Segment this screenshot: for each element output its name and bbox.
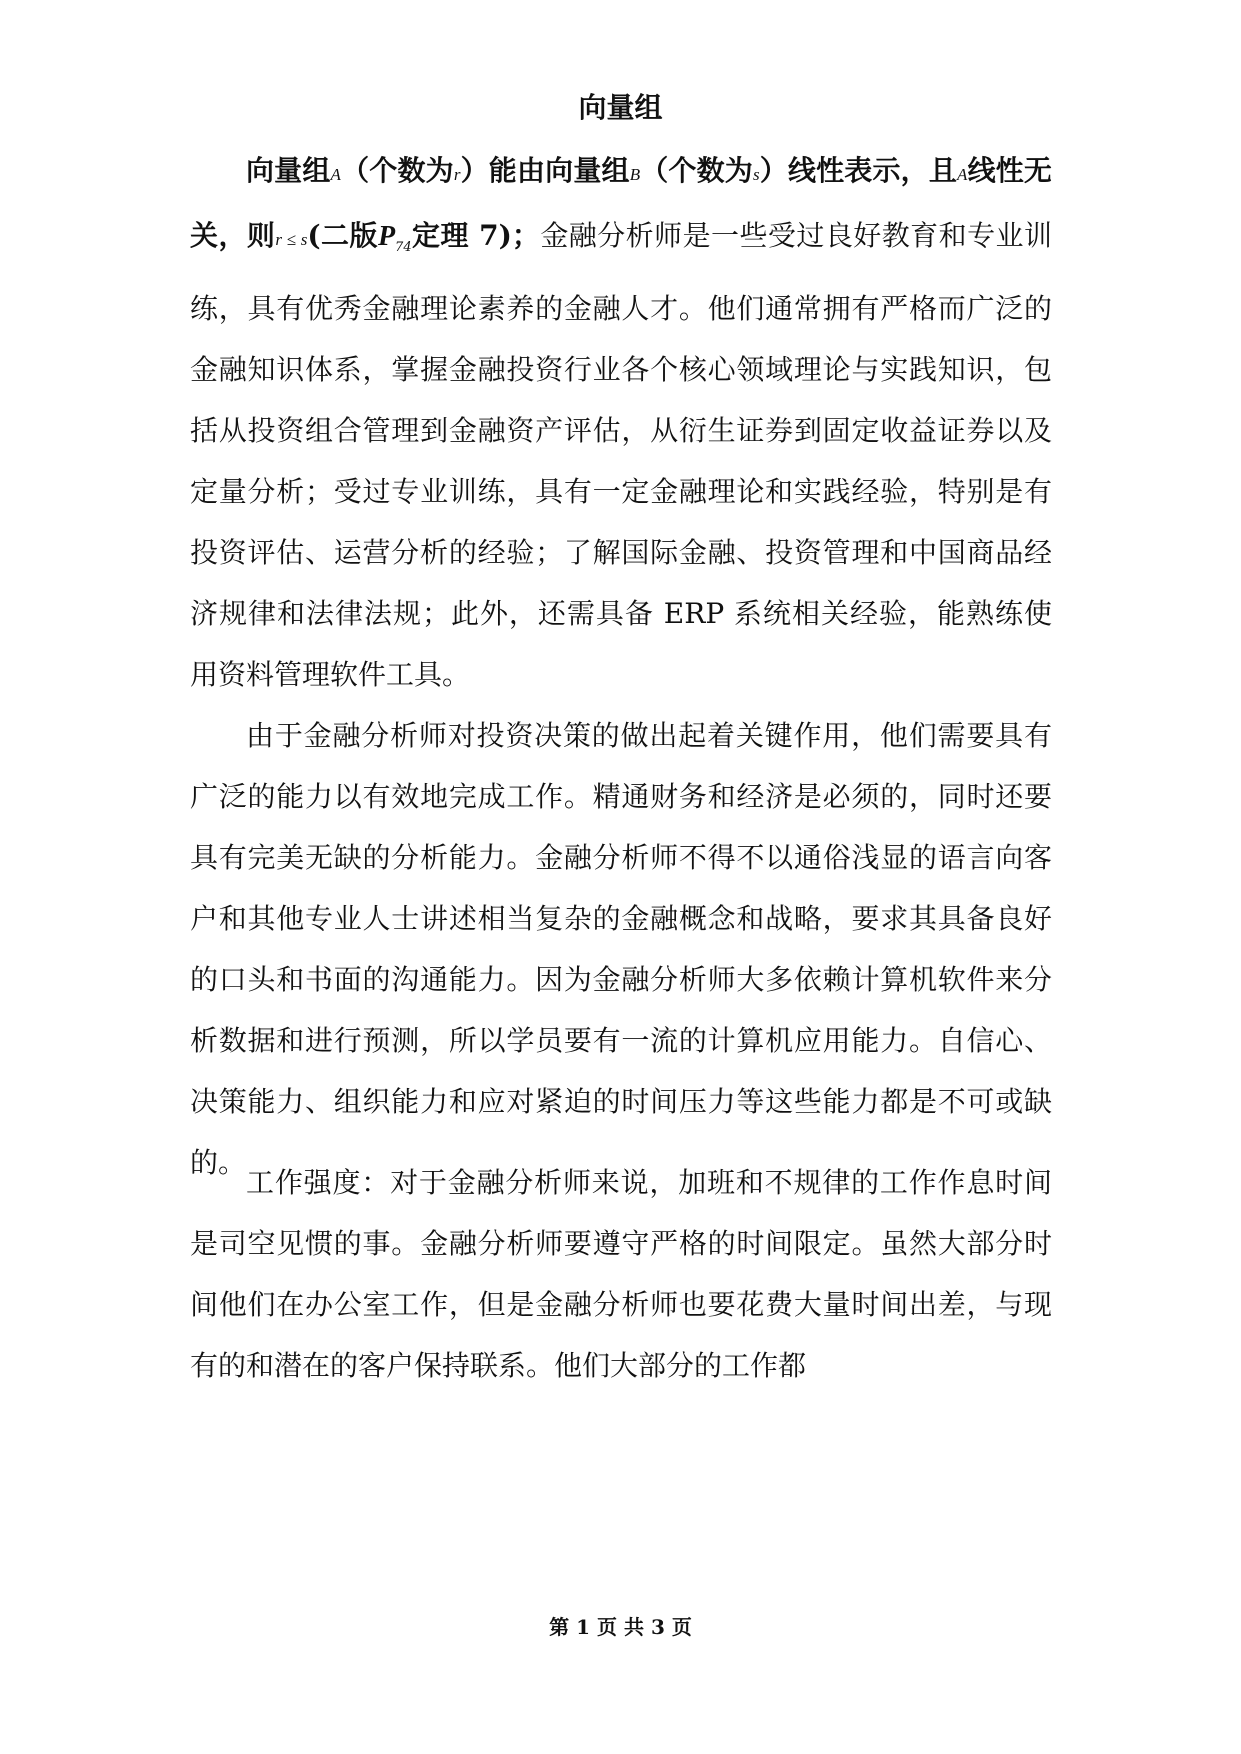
- theorem-text-6: 线性无关，则: [190, 154, 1052, 252]
- theorem-text-1: 向量组: [246, 154, 331, 187]
- var-a: A: [330, 165, 341, 184]
- body-section-2: [190, 1152, 1052, 1396]
- paragraph-2: 由于金融分析师对投资决策的做出起着关键作用，他们需要具有广泛的能力以有效地完成工作。精通财务和经济是必须的，同时还要具有完美无缺的分析能力。金融分析师不得不以通俗浅显的语言向客户和其他专业人士讲述相当复杂的金融概念和战略，要求其具备良好的口头和书面的沟通能力。因为金融分析师大多依赖计算机软件来分析数据和进行预测，所以学员要有一流的计算机应用能力。自信心、决策能力、组织能力和应对紧迫的时间压力等这些能力都是不可或缺的。: [190, 719, 1052, 1179]
- theorem-text-2: （个数为: [340, 154, 454, 187]
- var-a-2: A: [957, 165, 968, 184]
- paragraph-3: 工作强度：对于金融分析师来说，加班和不规律的工作作息时间是司空见惯的事。金融分析师要遵守严格的时间限定。虽然大部分时间他们在办公室工作，但是金融分析师也要花费大量时间出差，与现有的和潜在的客户保持联系。他们大部分的工作都: [190, 1166, 1052, 1382]
- theorem-text-5: ）线性表示，且: [759, 154, 958, 187]
- var-s: s: [752, 165, 760, 184]
- theorem-text-7: (二版: [307, 219, 378, 252]
- theorem-text-3: ）能由向量组: [460, 154, 630, 187]
- paragraph-1: [190, 140, 1052, 705]
- body-section-1: [190, 140, 1052, 1193]
- var-p: P: [377, 221, 396, 252]
- page-footer: 第 1 页 共 3 页: [549, 1615, 692, 1639]
- var-b: B: [629, 165, 641, 184]
- theorem-text-4: （个数为: [640, 154, 753, 187]
- var-r: r: [453, 165, 461, 184]
- paragraph-1-rest: 金融分析师是一些受过良好教育和专业训练，具有优秀金融理论素养的金融人才。他们通常拥有严格而广泛的金融知识体系，掌握金融投资行业各个核心领域理论与实践知识，包括从投资组合管理到金融资产评估，从衍生证券到固定收益证券以及定量分析；受过专业训练，具有一定金融理论和实践经验，特别是有投资评估、运营分析的经验；了解国际金融、投资管理和中国商品经济规律和法律法规；此外，还需具备 ERP 系统相关经验，能熟练使用资料管理软件工具。: [190, 219, 1052, 691]
- document-title: 向量组: [578, 91, 663, 124]
- var-p-subscript: 74: [395, 240, 412, 255]
- theorem-text-8: 定理 7)；: [411, 219, 540, 252]
- inequality: r ≤ s: [275, 230, 308, 249]
